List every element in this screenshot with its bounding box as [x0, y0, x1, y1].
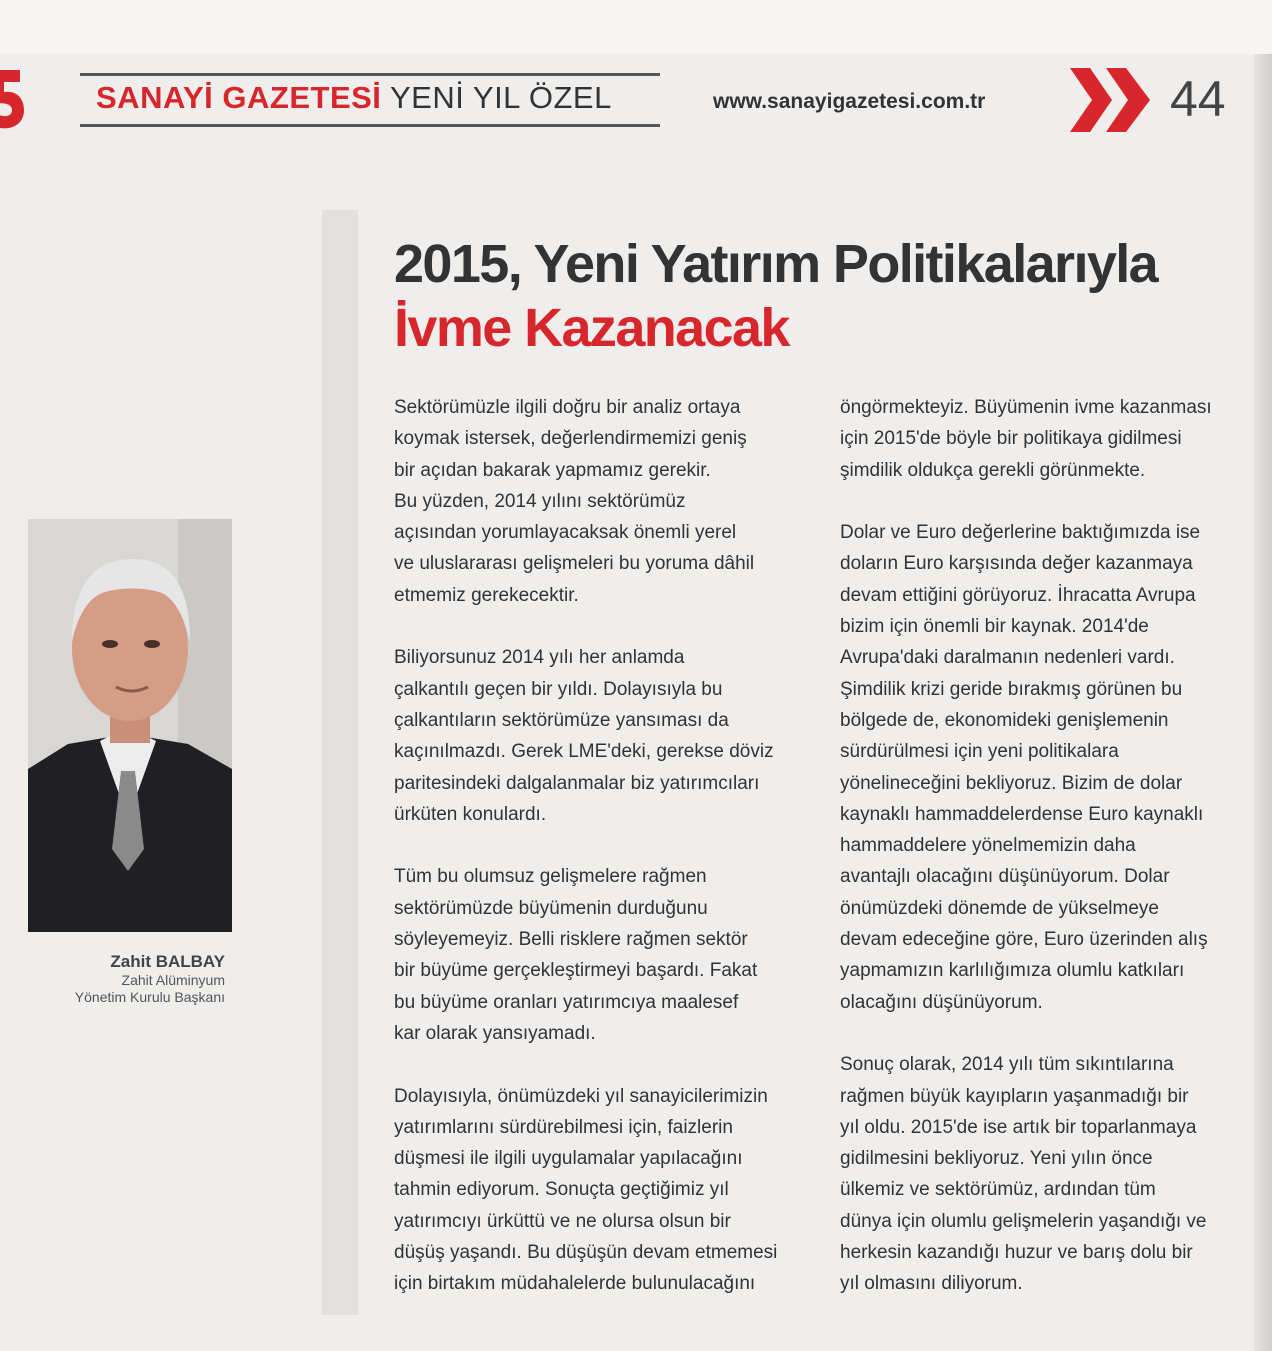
background-panel [322, 210, 358, 1315]
text-line: dünya için olumlu gelişmelerin yaşandığı ve [840, 1210, 1207, 1232]
article-paragraph [394, 1081, 824, 1300]
text-line: söyleyemeyiz. Belli risklere rağmen sektör [394, 929, 748, 951]
header-title [96, 80, 612, 116]
text-line: kaçınılmazdı. Gerek LME'deki, gerekse döviz [394, 741, 774, 763]
text-line: bir açıdan bakarak yapmamız gerekir. [394, 459, 711, 481]
double-chevron-icon [1068, 66, 1152, 134]
text-line: olacağını düşünüyorum. [840, 991, 1043, 1013]
text-line: çalkantıların sektörümüze yansıması da [394, 709, 729, 731]
text-line: devam edeceğine göre, Euro üzerinden alış [840, 929, 1208, 951]
text-line: kar olarak yansıyamadı. [394, 1022, 596, 1044]
author-company: Zahit Alüminyum [121, 972, 225, 988]
text-line: paritesindeki dalgalanmalar biz yatırımcıları [394, 772, 760, 794]
text-line: yatırımcıyı ürküttü ve ne olursa olsun bir [394, 1210, 731, 1232]
text-line: sürdürülmesi için yeni politikalara [840, 741, 1119, 763]
text-line: doların Euro karşısında değer kazanmaya [840, 553, 1193, 575]
text-line: sektörümüzde büyümenin durduğunu [394, 897, 708, 919]
text-line: tahmin ediyorum. Sonuçta geçtiğimiz yıl [394, 1179, 729, 1201]
text-line: Avrupa'daki daralmanın nedenleri vardı. [840, 647, 1175, 669]
author-name: Zahit BALBAY [110, 952, 225, 971]
text-line: avantajlı olacağını düşünüyorum. Dolar [840, 866, 1170, 888]
author-caption [20, 952, 225, 1006]
header-top-rule [80, 73, 660, 76]
text-line: bir büyüme gerçekleştirmeyi başardı. Fakat [394, 960, 758, 982]
text-line: herkesin kazandığı huzur ve barış dolu bir [840, 1242, 1193, 1264]
article-column-1 [394, 392, 824, 1300]
article-paragraph [840, 517, 1272, 1018]
article-paragraph [394, 392, 824, 611]
text-line: Sonuç olarak, 2014 yılı tüm sıkıntılarına [840, 1054, 1174, 1076]
text-line: kaynaklı hammaddelerdense Euro kaynaklı [840, 803, 1204, 825]
text-line: devam ettiğini görüyoruz. İhracatta Avrupa [840, 584, 1196, 606]
paragraph-gap [840, 486, 1272, 517]
website-url[interactable]: www.sanayigazetesi.com.tr [713, 90, 986, 113]
text-line: önümüzdeki dönemde de yükselmeye [840, 897, 1159, 919]
text-line: ülkemiz ve sektörümüz, ardından tüm [840, 1179, 1156, 1201]
page-number: 44 [1170, 71, 1226, 127]
text-line: Tüm bu olumsuz gelişmelere rağmen [394, 866, 707, 888]
text-line: Biliyorsunuz 2014 yılı her anlamda [394, 647, 685, 669]
newspaper-logo-icon [0, 66, 26, 132]
article-paragraph [840, 1049, 1272, 1299]
text-line: için 2015'de böyle bir politikaya gidilmesi [840, 428, 1182, 450]
paragraph-gap [840, 1018, 1272, 1049]
text-line: yatırımlarını sürdürebilmesi için, faizlerin [394, 1116, 733, 1138]
text-line: hammaddelere yönelmemizin daha [840, 835, 1136, 857]
text-line: Şimdilik krizi geride bırakmış görünen bu [840, 678, 1183, 700]
text-line: Sektörümüzle ilgili doğru bir analiz ortaya [394, 397, 741, 418]
text-line: bu büyüme oranları yatırımcıya maalesef [394, 991, 739, 1013]
text-line: yapmamızın karlılığımıza olumlu katkıları [840, 960, 1185, 982]
text-line: düşmesi ile ilgili uygulamalar yapılacağını [394, 1148, 743, 1170]
newspaper-name: SANAYİ GAZETESİ [96, 80, 382, 115]
text-line: öngörmekteyiz. Büyümenin ivme kazanması [840, 397, 1212, 418]
paragraph-gap [394, 1049, 824, 1080]
article-paragraph [840, 392, 1272, 486]
article-headline [394, 232, 1272, 360]
section-name: YENİ YIL ÖZEL [389, 80, 612, 115]
text-line: gidilmesini bekliyoruz. Yeni yılın önce [840, 1148, 1153, 1170]
text-line: açısından yorumlayacaksak önemli yerel [394, 522, 737, 544]
text-line: Dolar ve Euro değerlerine baktığımızda ise [840, 522, 1201, 544]
text-line: koymak istersek, değerlendirmemizi geniş [394, 428, 747, 450]
paragraph-gap [394, 830, 824, 861]
author-title: Yönetim Kurulu Başkanı [74, 989, 225, 1005]
article-column-2 [840, 392, 1272, 1300]
text-line: ürküten konulardı. [394, 803, 547, 825]
headline-line-1: 2015, Yeni Yatırım Politikalarıyla [394, 234, 1158, 294]
paragraph-gap [394, 611, 824, 642]
text-line: için birtakım müdahalelerde bulunulacağını [394, 1273, 756, 1295]
text-line: rağmen büyük kayıpların yaşanmadığı bir [840, 1085, 1189, 1107]
text-line: düşüş yaşandı. Bu düşüşün devam etmemesi [394, 1242, 778, 1264]
text-line: etmemiz gerekecektir. [394, 584, 579, 606]
text-line: yıl oldu. 2015'de ise artık bir toparlanmaya [840, 1116, 1197, 1138]
text-line: yıl olmasını diliyorum. [840, 1273, 1023, 1295]
text-line: Dolayısıyla, önümüzdeki yıl sanayicilerimizin [394, 1085, 768, 1107]
author-photo [28, 519, 232, 932]
header-bottom-rule [80, 124, 660, 127]
text-line: Bu yüzden, 2014 yılını sektörümüz [394, 490, 686, 512]
text-line: yönelineceğini bekliyoruz. Bizim de dolar [840, 772, 1183, 794]
text-line: ve uluslararası gelişmeleri bu yoruma dâhil [394, 553, 755, 575]
page-top-strip [0, 0, 1272, 58]
text-line: bölgede de, ekonomideki genişlemenin [840, 709, 1169, 731]
text-line: şimdilik oldukça gerekli görünmekte. [840, 459, 1146, 481]
article-paragraph [394, 861, 824, 1049]
article-paragraph [394, 642, 824, 830]
text-line: bizim için önemli bir kaynak. 2014'de [840, 616, 1149, 638]
headline-line-2: İvme Kazanacak [394, 298, 789, 358]
text-line: çalkantılı geçen bir yıldı. Dolayısıyla bu [394, 678, 723, 700]
